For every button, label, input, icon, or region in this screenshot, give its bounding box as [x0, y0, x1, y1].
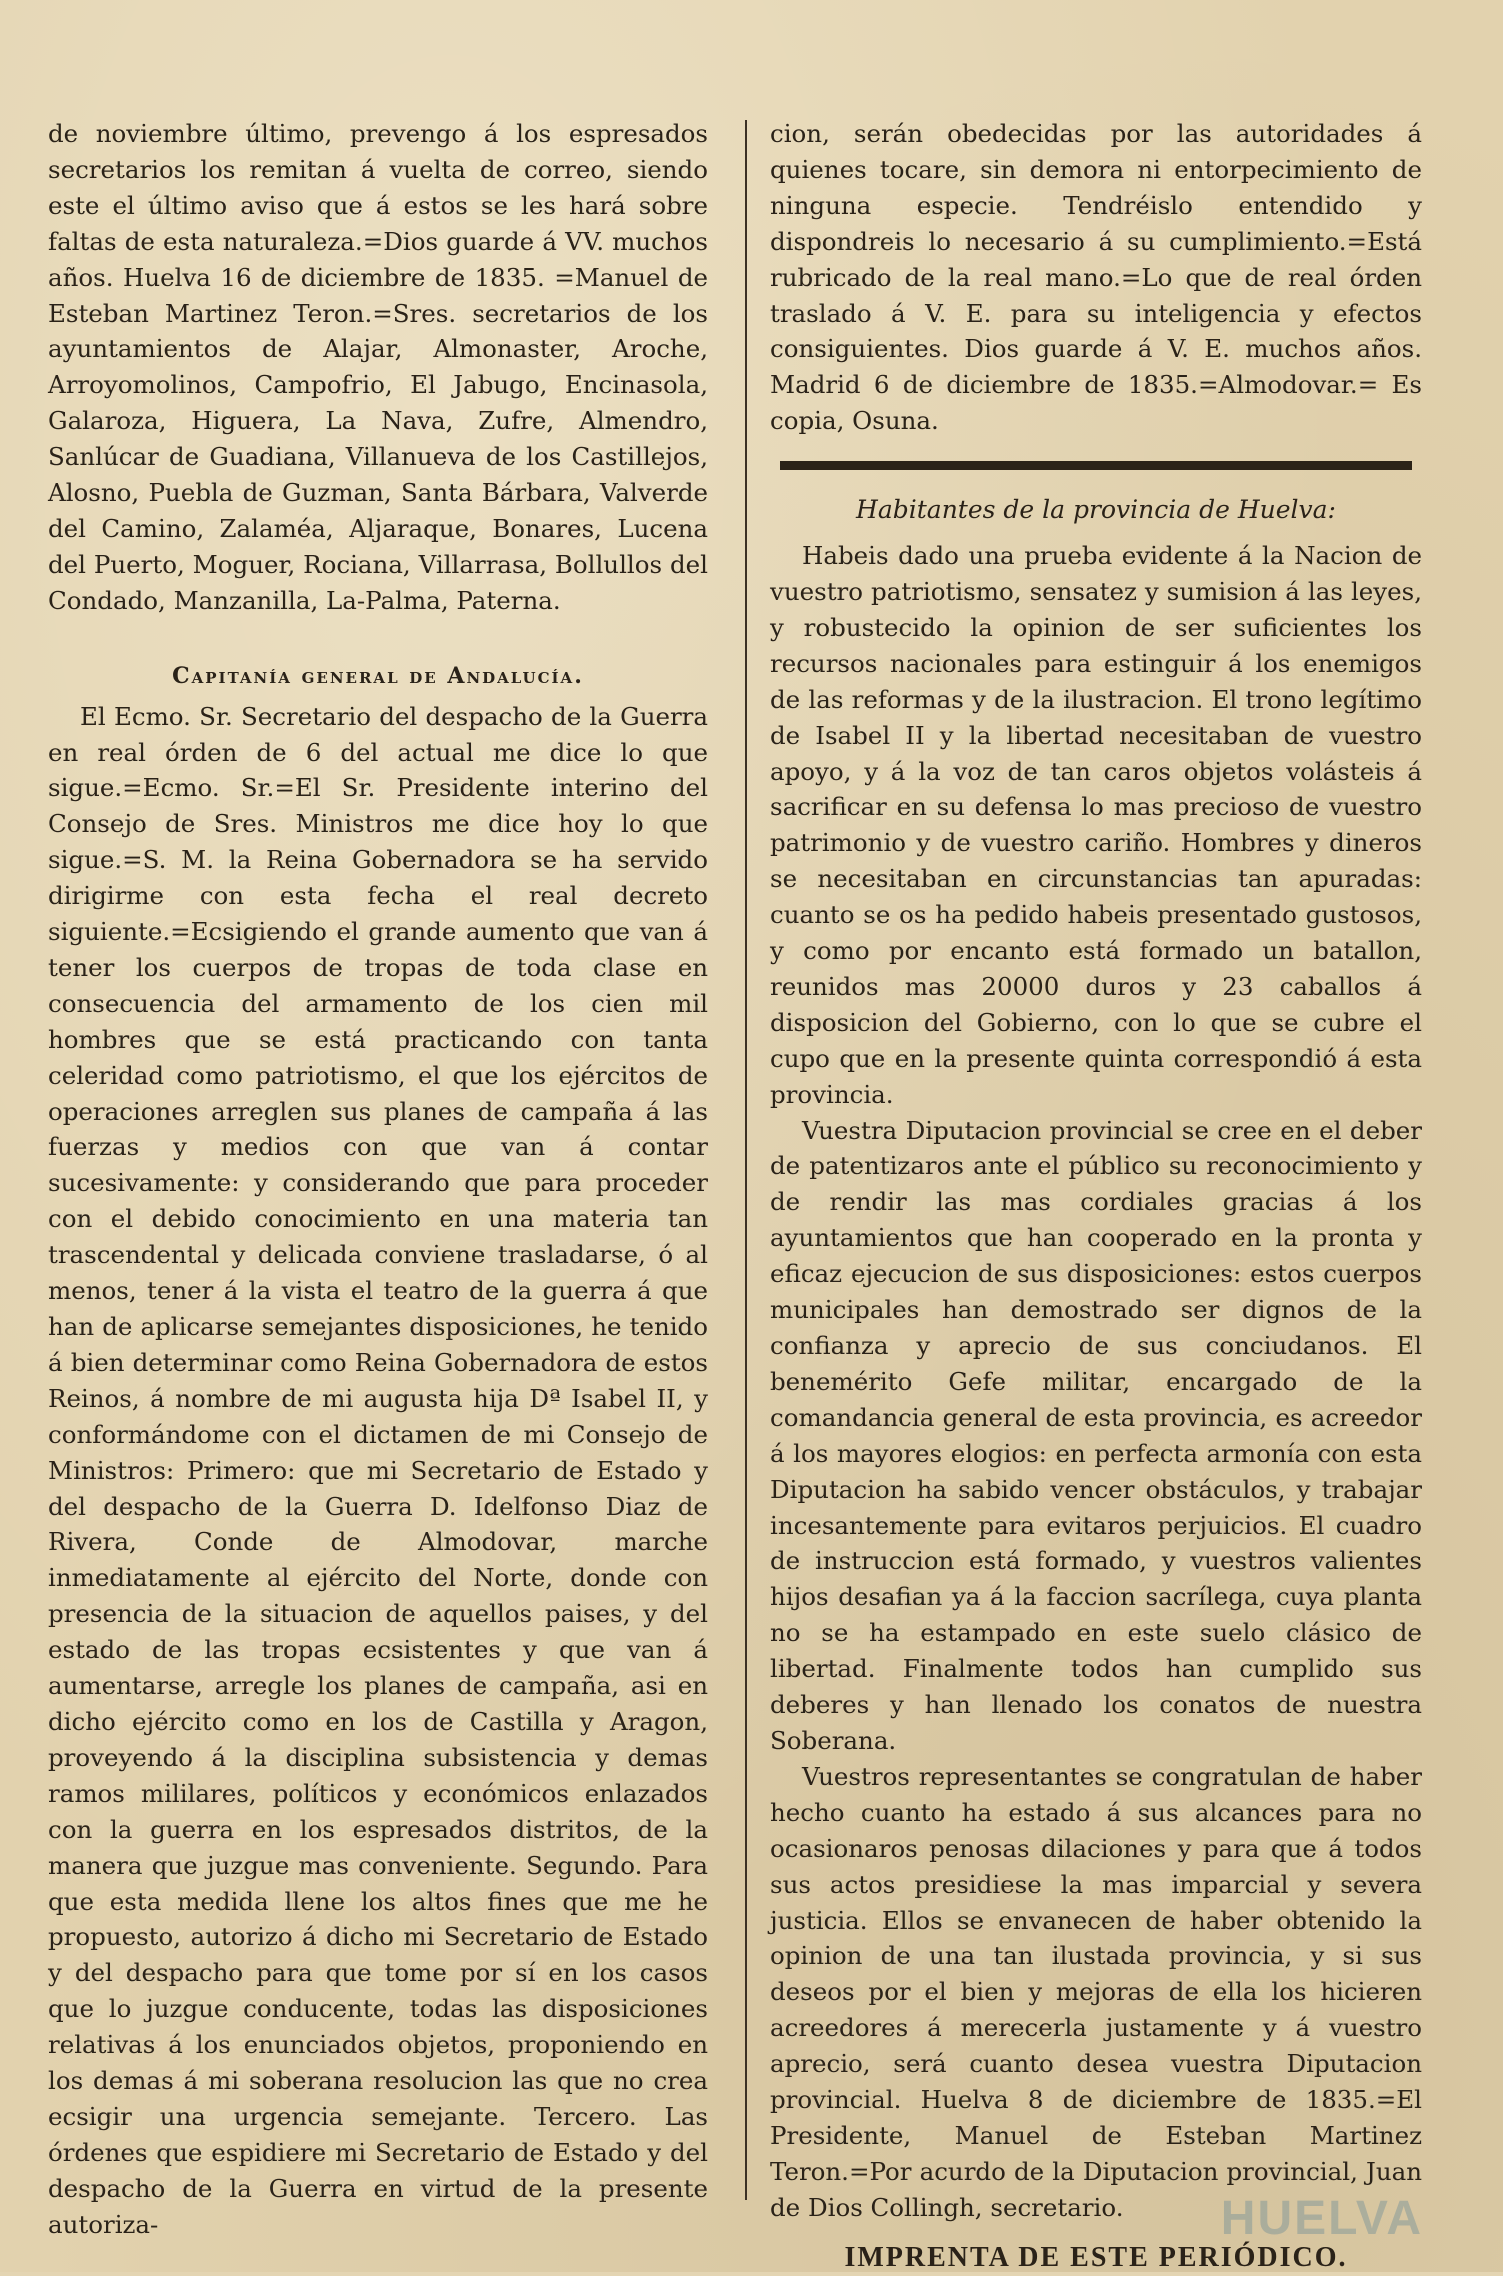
address-heading: Habitantes de la provincia de Huelva: [856, 495, 1336, 525]
right-paragraph-3: Vuestra Diputacion provincial se cree en el deber de patentizaros ante el público su reconocimiento y de rendir las mas cordiales gracias á los ayuntamientos que han cooperado en la pronta y eficaz ejecucion de sus disposiciones: estos cuerpos municipales han demostrado ser dignos de la confianza y aprecio de sus conciudanos. El benemérito Gefe militar, encargado de la comandancia general de esta provincia, es acreedor á los mayores elogios: en perfecta armonía con esta Diputacion ha sabido vencer obstáculos, y trabajar incesantemente para evitaros perjuicios. El cuadro de instruccion está formado, y vuestros valientes hijos desafian ya á la faccion sacrílega, cuya planta no se ha estampado en este suelo clásico de libertad. Finalmente todos han cumplido sus deberes y han llenado los conatos de nuestra Soberana. [770, 1115, 1422, 1755]
right-paragraph-4: Vuestros representantes se congratulan de haber hecho cuanto ha estado á sus alcances para no ocasionaros penosas dilaciones y para que á todos sus actos presidiese la mas imparcial y severa justicia. Ellos se envanecen de haber obtenido la opinion de una tan ilustada provincia, y si sus deseos por el bien y mejoras de ella los hicieren acreedores á merecerla justamente y á vuestro aprecio, será cuanto desea vuestra Diputacion provincial. Huelva 8 de diciembre de 1835.=El Presidente, Manuel de Esteban Martinez Teron.=Por acurdo de la Diputacion provincial, Juan de Dios Collingh, secretario. [770, 1761, 1422, 2222]
imprint-line: IMPRENTA DE ESTE PERIÓDICO. [844, 2241, 1348, 2273]
left-paragraph-2: El Ecmo. Sr. Secretario del despacho de la Guerra en real órden de 6 del actual me dice lo que sigue.=Ecmo. Sr.=El Sr. Presidente interino del Consejo de Sres. Ministros me dice hoy lo que sigue.=S. M. la Reina Gobernadora se ha servido dirigirme con esta fecha el real decreto siguiente.=Ecsigiendo el grande aumento que van á tener los cuerpos de tropas de toda clase en consecuencia del armamento de los cien mil hombres que se está practicando con tanta celeridad como patriotismo, el que los ejércitos de operaciones arreglen sus planes de campaña á las fuerzas y medios con que van á contar sucesivamente: y considerando que para proceder con el debido conocimiento en una materia tan trascendental y delicada conviene trasladarse, ó al menos, tener á la vista el teatro de la guerra á que han de aplicarse semejantes disposiciones, he tenido á bien determinar como Reina Gobernadora de estos Reinos, á nombre de mi augusta hija Dª Isabel II, y conformándome con el dictamen de mi Consejo de Ministros: Primero: que mi Secretario de Estado y del despacho de la Guerra D. Idelfonso Diaz de Rivera, Conde de Almodovar, marche inmediatamente al ejército del Norte, donde con presencia de la situacion de aquellos paises, y del estado de las tropas ecsistentes y que van á aumentarse, arregle los planes de campaña, asi en dicho ejército como en los de Castilla y Aragon, proveyendo á la disciplina subsistencia y demas ramos mililares, políticos y económicos enlazados con la guerra en los espresados distritos, de la manera que juzgue mas conveniente. Segundo. Para que esta medida llene los altos fines que me he propuesto, autorizo á dicho mi Secretario de Estado y del despacho para que tome por sí en los casos que lo juzgue conducente, todas las disposiciones relativas á los enunciados objetos, proponiendo en los demas á mi soberana resolucion las que no crea ecsigir una urgencia semejante. Tercero. Las órdenes que espidiere mi Secretario de Estado y del despacho de la Guerra en virtud de la presente autoriza- [48, 701, 708, 2239]
left-paragraph-1: de noviembre último, prevengo á los espresados secretarios los remitan á vuelta de correo, siendo este el último aviso que á estos se les hará sobre faltas de esta naturaleza.=Dios guarde á VV. muchos años. Huelva 16 de diciembre de 1835. =Manuel de Esteban Martinez Teron.=Sres. secretarios de los ayuntamientos de Alajar, Almonaster, Aroche, Arroyomolinos, Campofrio, El Jabugo, Encinasola, Galaroza, Higuera, La Nava, Zufre, Almendro, Sanlúcar de Guadiana, Villanueva de los Castillejos, Alosno, Puebla de Guzman, Santa Bárbara, Valverde del Camino, Zalaméa, Aljaraque, Bonares, Lucena del Puerto, Moguer, Rociana, Villarrasa, Bollullos del Condado, Manzanilla, La-Palma, Paterna. [48, 119, 708, 615]
left-column [48, 116, 708, 2243]
watermark-logo: HUELVA [1220, 2192, 1423, 2245]
right-paragraph-1: cion, serán obedecidas por las autoridades á quienes tocare, sin demora ni entorpecimiento de ninguna especie. Tendréislo entendido y dispondreis lo necesario á su cumplimiento.=Está rubricado de la real mano.=Lo que de real órden traslado á V. E. para su inteligencia y efectos consiguientes. Dios guarde á V. E. muchos años. Madrid 6 de diciembre de 1835.=Almodovar.= Es copia, Osuna. [770, 119, 1422, 436]
column-divider [745, 120, 747, 2200]
right-paragraph-2: Habeis dado una prueba evidente á la Nacion de vuestro patriotismo, sensatez y sumision á las leyes, y robustecido la opinion de ser suficientes los recursos nacionales para estinguir á los enemigos de las reformas y de la ilustracion. El trono legítimo de Isabel II y la libertad necesitaban de vuestro apoyo, y á la voz de tan caros objetos volásteis á sacrificar en su defensa lo mas precioso de vuestro patrimonio y de vuestro cariño. Hombres y dineros se necesitaban en circunstancias tan apuradas: cuanto se os ha pedido habeis presentado gustosos, y como por encanto está formado un batallon, reunidos mas 20000 duros y 23 caballos á disposicion del Gobierno, con lo que se cubre el cupo que en la presente quinta correspondió á esta provincia. [770, 541, 1422, 1109]
right-column [770, 116, 1422, 2276]
section-divider-rule [780, 461, 1412, 470]
section-heading-capitania: Capitanía general de Andalucía. [172, 662, 584, 689]
